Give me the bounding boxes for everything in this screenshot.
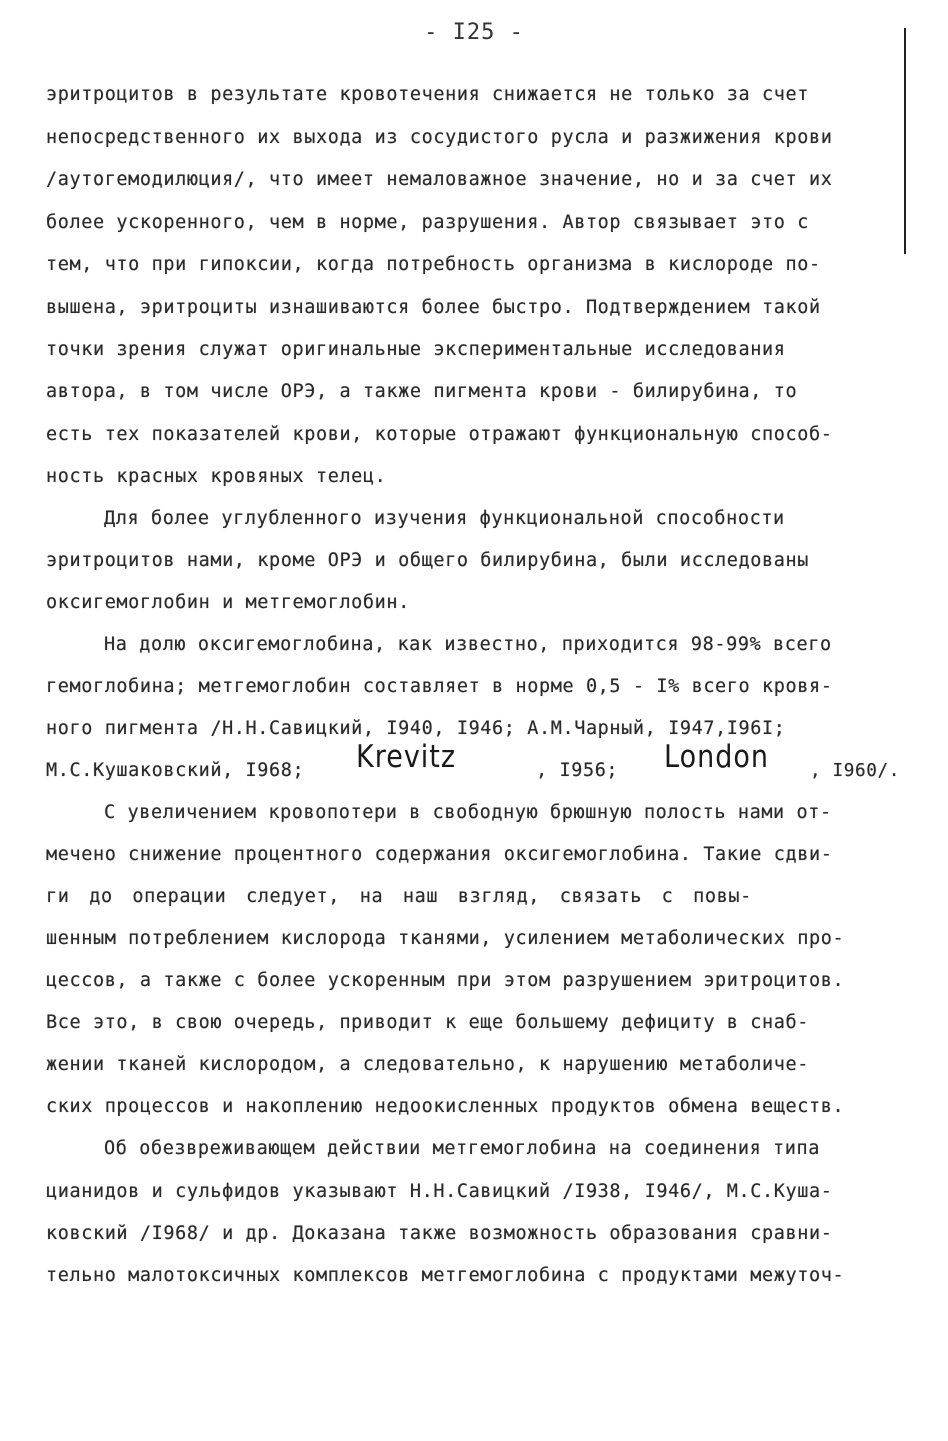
- text-line: непосредственного их выхода из сосудистого русла и разжижения крови: [46, 127, 833, 148]
- text-line: мечено снижение процентного содержания оксигемоглобина. Такие сдви-: [46, 844, 833, 865]
- text-line: шенным потреблением кислорода тканями, усилением метаболических про-: [46, 928, 845, 949]
- text-line: есть тех показателей крови, которые отражают функциональную способ-: [46, 424, 833, 445]
- text-line: ковский /I968/ и др. Доказана также возможность образования сравни-: [46, 1223, 833, 1244]
- handwritten-author: Krevitz: [356, 739, 457, 775]
- text-line: , I960/.: [810, 761, 900, 781]
- text-line: цианидов и сульфидов указывают Н.Н.Савицкий /I938, I946/, М.С.Куша-: [46, 1181, 833, 1202]
- text-line: , I956;: [536, 760, 619, 781]
- text-line: цессов, а также с более ускоренным при этом разрушением эритроцитов.: [46, 970, 845, 991]
- text-line: ги до операции следует, на наш взгляд, связать с повы-: [46, 886, 752, 907]
- text-line: гемоглобина; метгемоглобин составляет в норме 0,5 - I% всего кровя-: [46, 676, 833, 697]
- text-line: автора, в том числе ОРЭ, а также пигмента крови - билирубина, то: [46, 381, 798, 402]
- text-line: эритроцитов в результате кровотечения снижается не только за счет: [46, 84, 809, 105]
- text-line: С увеличением кровопотери в свободную брюшную полость нами от-: [104, 802, 832, 823]
- text-line: вышена, эритроциты изнашиваются более быстро. Подтверждением такой: [46, 297, 821, 318]
- text-line: Все это, в свою очередь, приводит к еще большему дефициту в снаб-: [46, 1012, 809, 1033]
- text-line: М.С.Кушаковский, I968;: [46, 760, 305, 781]
- text-line: тем, что при гипоксии, когда потребность организма в кислороде по-: [46, 254, 821, 275]
- text-line: /аутогемодилюция/, что имеет немаловажное значение, но и за счет их: [46, 169, 833, 190]
- text-line: жении тканей кислородом, а следовательно, к нарушению метаболиче-: [46, 1054, 809, 1075]
- text-line: Для более углубленного изучения функциональной способности: [104, 508, 785, 529]
- text-line: эритроцитов нами, кроме ОРЭ и общего билирубина, были исследованы: [46, 550, 809, 571]
- handwritten-author: London: [664, 739, 769, 775]
- margin-line: [904, 28, 906, 254]
- text-line: точки зрения служат оригинальные экспериментальные исследования: [46, 339, 786, 360]
- text-line: более ускоренного, чем в норме, разрушения. Автор связывает это с: [46, 212, 809, 233]
- text-line: ность красных кровяных телец.: [46, 466, 387, 487]
- text-line: Об обезвреживающем действии метгемоглобина на соединения типа: [104, 1138, 821, 1159]
- page-number: - I25 -: [424, 20, 524, 45]
- text-line: тельно малотоксичных комплексов метгемоглобина с продуктами межуточ-: [46, 1265, 845, 1286]
- text-line: На долю оксигемоглобина, как известно, приходится 98-99% всего: [104, 634, 832, 655]
- text-line: оксигемоглобин и метгемоглобин.: [46, 592, 410, 613]
- text-line: ного пигмента /Н.Н.Савицкий, I940, I946; А.М.Чарный, I947,I96I;: [46, 718, 786, 739]
- text-line: ских процессов и накоплению недоокисленных продуктов обмена веществ.: [46, 1096, 845, 1117]
